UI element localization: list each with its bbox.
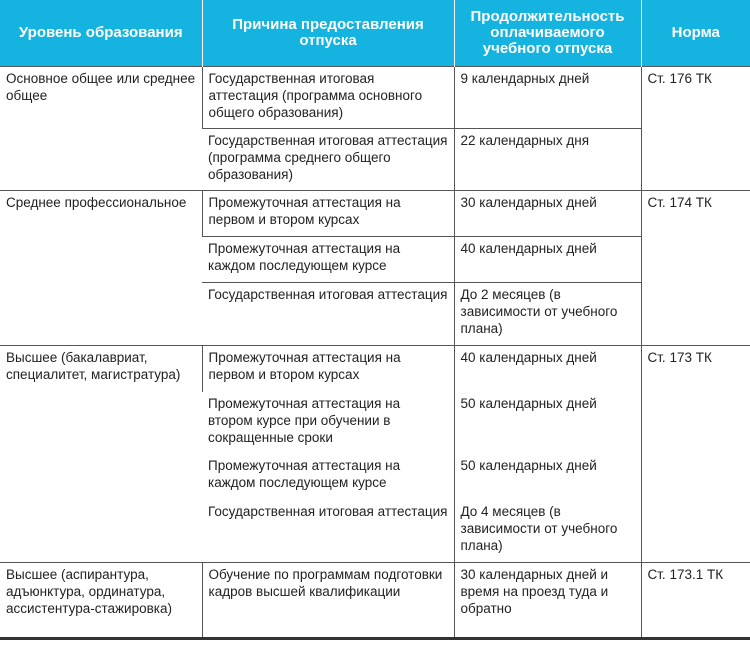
norm-cell: Ст. 173.1 ТК bbox=[641, 563, 750, 639]
norm-cell: Ст. 176 ТК bbox=[641, 67, 750, 191]
duration-cell: 22 календарных дня bbox=[454, 129, 641, 191]
header-level: Уровень образования bbox=[0, 0, 202, 67]
duration-cell: 50 календарных дней bbox=[454, 392, 641, 454]
duration-cell: 40 календарных дней bbox=[454, 346, 641, 392]
level-cell: Основное общее или среднее общее bbox=[0, 67, 202, 191]
reason-cell: Промежуточная аттестация на первом и втором курсах bbox=[202, 191, 454, 237]
reason-cell: Промежуточная аттестация на каждом последующем курсе bbox=[208, 457, 401, 490]
duration-cell: 30 календарных дней bbox=[454, 191, 641, 237]
reason-cell: Промежуточная аттестация на втором курсе при обучении в сокращенные сроки bbox=[208, 395, 401, 445]
reason-cell: Промежуточная аттестация на первом и втором курсах bbox=[202, 346, 454, 392]
level-cell: Высшее (аспирантура, адъюнктура, ординатура, ассистентура-стажировка) bbox=[0, 563, 202, 639]
norm-cell: Ст. 173 ТК bbox=[641, 346, 750, 563]
table-row bbox=[0, 67, 750, 129]
table-row bbox=[0, 346, 750, 392]
duration-cell: До 2 месяцев (в зависимости от учебного плана) bbox=[454, 283, 641, 346]
level-cell: Высшее (бакалавриат, специалитет, магистратура) bbox=[0, 346, 202, 563]
header-reason: Причина предоставления отпуска bbox=[202, 0, 454, 67]
duration-cell: 9 календарных дней bbox=[454, 67, 641, 129]
header-norm: Норма bbox=[641, 0, 750, 67]
duration-cell: 50 календарных дней bbox=[454, 454, 641, 500]
table-row bbox=[0, 563, 750, 639]
duration-cell: 40 календарных дней bbox=[454, 237, 641, 283]
reason-cell: Обучение по программам подготовки кадров высшей квалификации bbox=[202, 563, 454, 639]
table-row bbox=[0, 191, 750, 237]
reason-cell: Государственная итоговая аттестация bbox=[202, 283, 454, 346]
duration-cell: До 4 месяцев (в зависимости от учебного плана) bbox=[454, 500, 641, 563]
level-cell: Среднее профессиональное bbox=[0, 191, 202, 346]
header-duration: Продолжительность оплачиваемого учебного отпуска bbox=[454, 0, 641, 67]
reason-cell: Государственная итоговая аттестация (программа среднего общего образования) bbox=[202, 129, 454, 191]
reason-cell: Промежуточная аттестация на каждом последующем курсе bbox=[202, 237, 454, 283]
header-row bbox=[0, 0, 750, 67]
duration-cell: 30 календарных дней и время на проезд туда и обратно bbox=[454, 563, 641, 639]
reason-cell: Государственная итоговая аттестация (программа основного общего образования) bbox=[202, 67, 454, 129]
norm-cell: Ст. 174 ТК bbox=[641, 191, 750, 346]
reason-cell: Государственная итоговая аттестация bbox=[208, 503, 448, 519]
